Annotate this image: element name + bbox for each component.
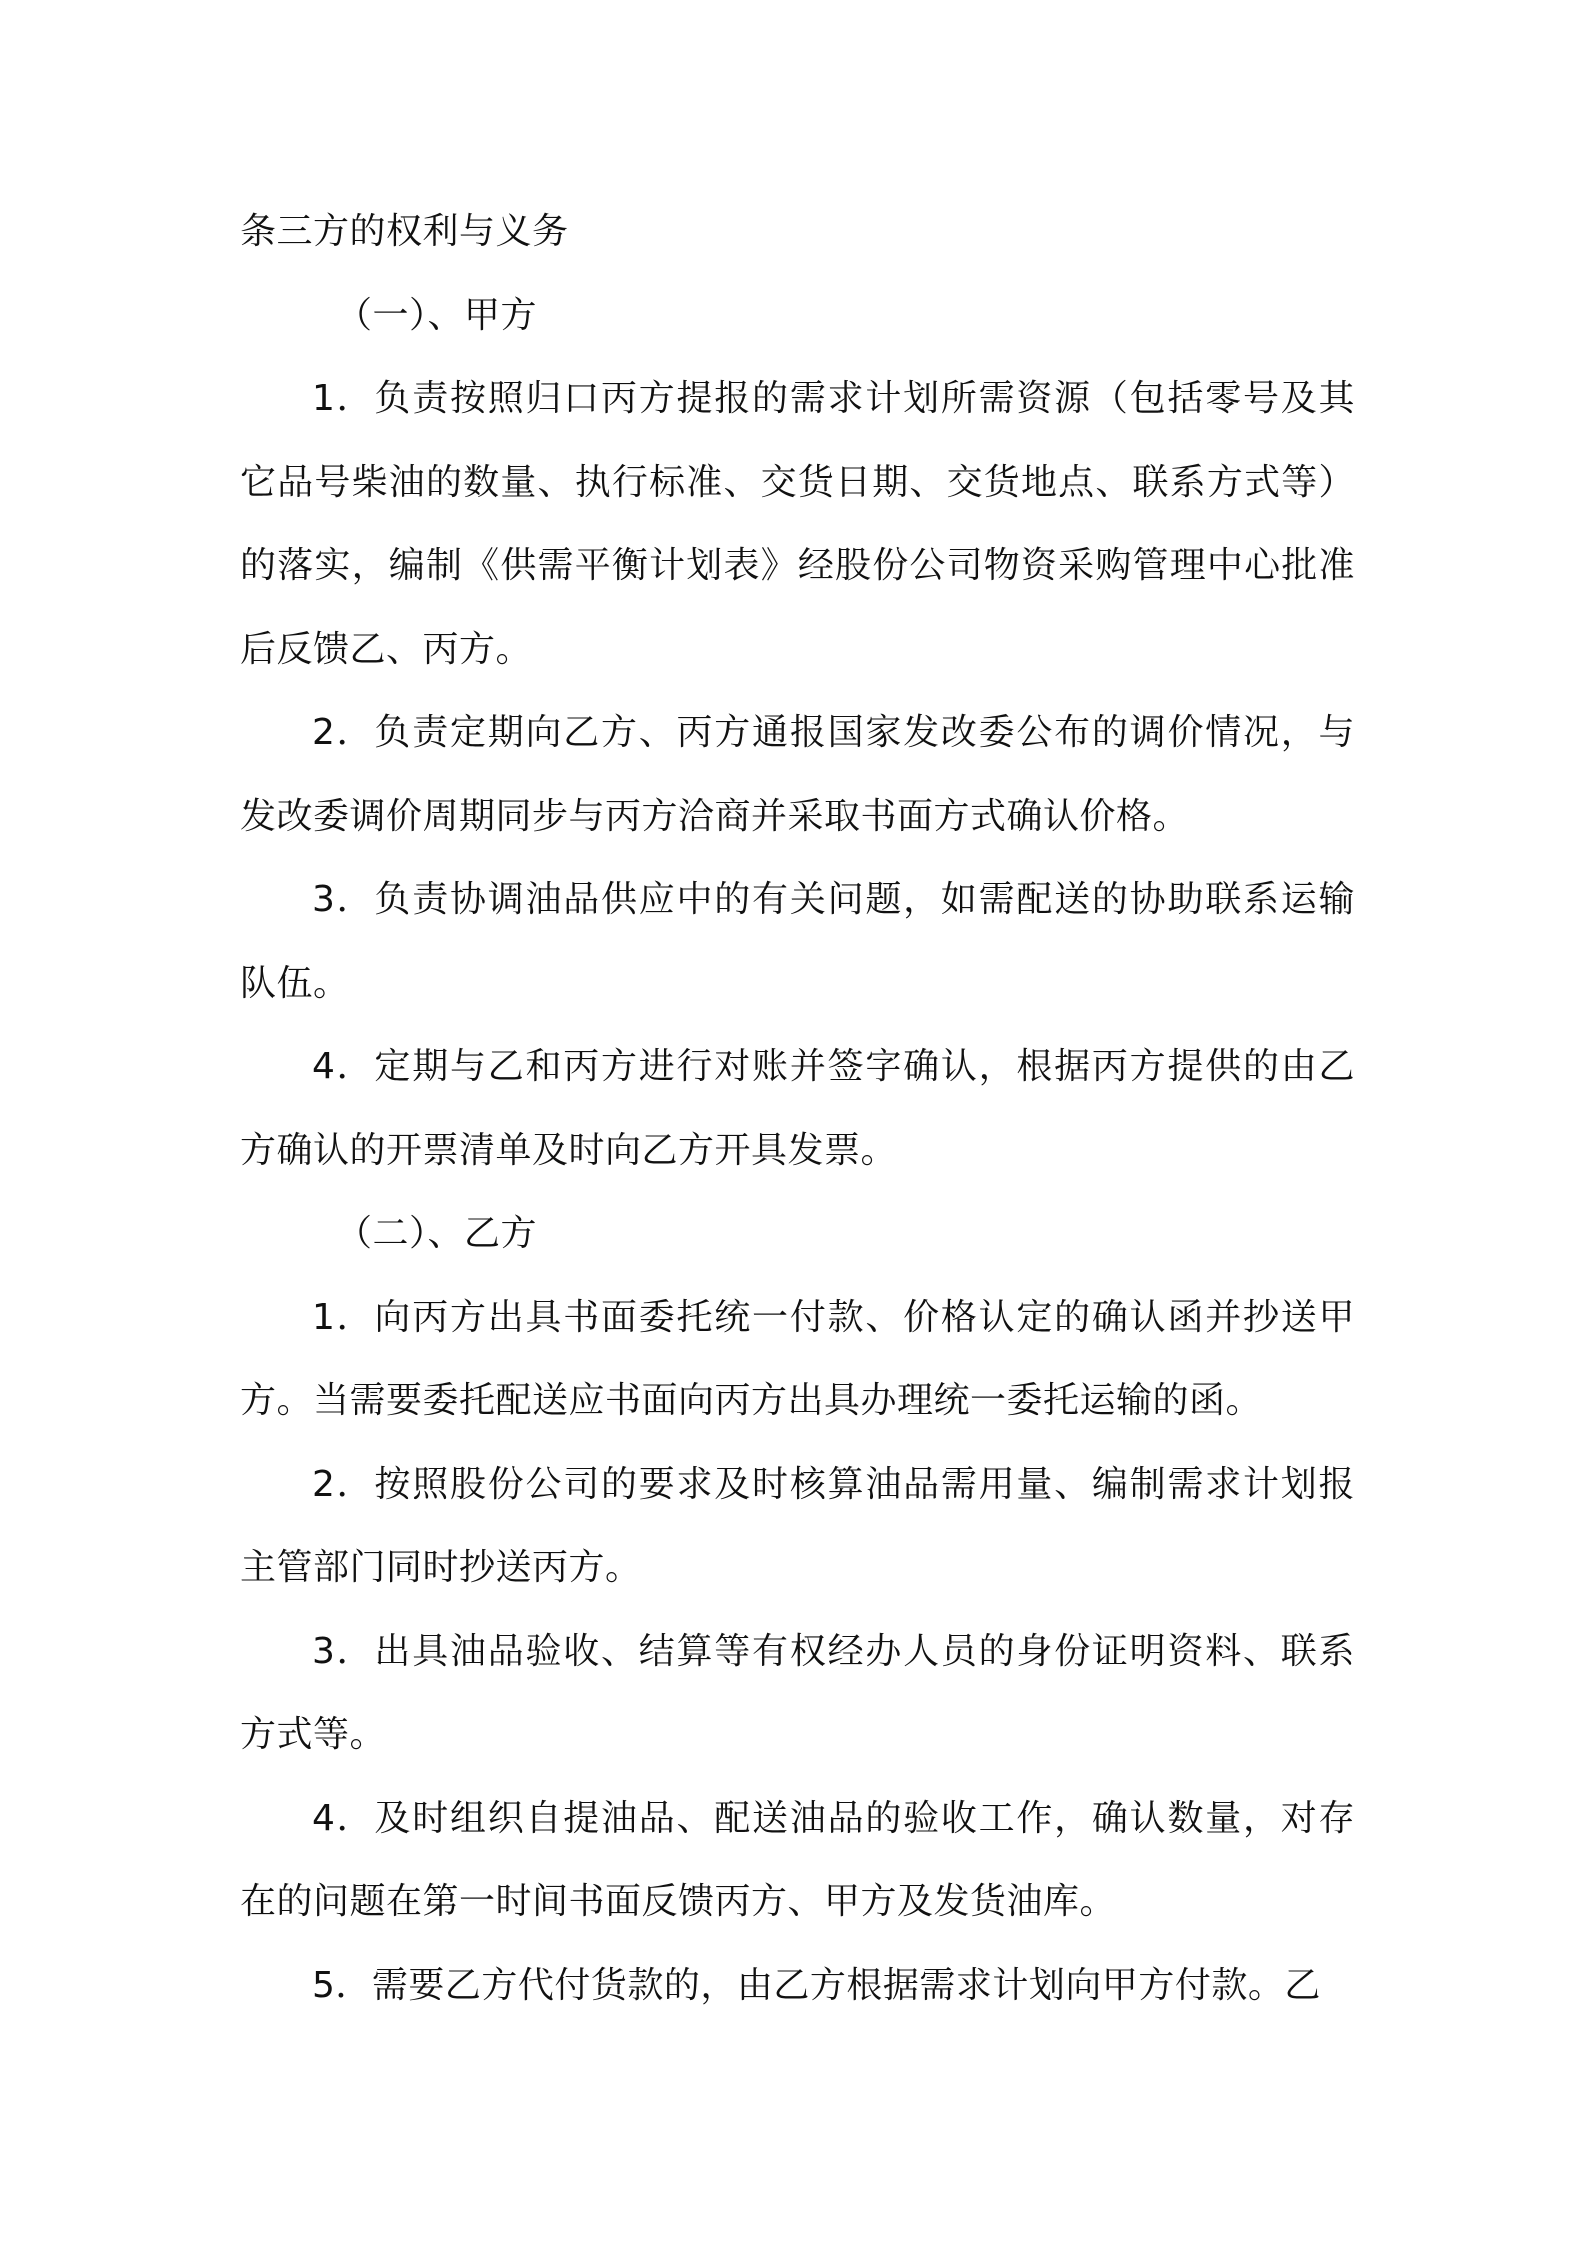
section-heading-party-b: （二）、乙方 <box>336 1213 538 1254</box>
party-a-item-1: 1．负责按照归口丙方提报的需求计划所需资源（包括零号及其它品号柴油的数量、执行标准、交货日期、交货地点、联系方式等）的落实，编制《供需平衡计划表》经股份公司物资采购管理中心批准后反馈乙、丙方。 <box>240 378 1355 670</box>
document-body <box>240 190 1355 2027</box>
section-heading-party-a: （一）、甲方 <box>336 294 538 336</box>
article-heading: 条三方的权利与义务 <box>240 211 569 252</box>
party-b-item-1: 1．向丙方出具书面委托统一付款、价格认定的确认函并抄送甲方。当需要委托配送应书面向丙方出具办理统一委托运输的函。 <box>240 1296 1355 1421</box>
party-a-item-2: 2．负责定期向乙方、丙方通报国家发改委公布的调价情况，与发改委调价周期同步与丙方洽商并采取书面方式确认价格。 <box>240 712 1355 837</box>
party-a-item-4: 4．定期与乙和丙方进行对账并签字确认，根据丙方提供的由乙方确认的开票清单及时向乙方开具发票。 <box>240 1046 1355 1171</box>
party-b-item-3: 3．出具油品验收、结算等有权经办人员的身份证明资料、联系方式等。 <box>240 1630 1355 1755</box>
party-b-item-2: 2．按照股份公司的要求及时核算油品需用量、编制需求计划报主管部门同时抄送丙方。 <box>240 1463 1355 1588</box>
party-b-item-5: 5．需要乙方代付货款的，由乙方根据需求计划向甲方付款。乙 <box>312 1964 1321 2006</box>
party-b-item-4: 4．及时组织自提油品、配送油品的验收工作，确认数量，对存在的问题在第一时间书面反馈丙方、甲方及发货油库。 <box>240 1797 1355 1922</box>
party-a-item-3: 3．负责协调油品供应中的有关问题，如需配送的协助联系运输队伍。 <box>240 879 1355 1004</box>
